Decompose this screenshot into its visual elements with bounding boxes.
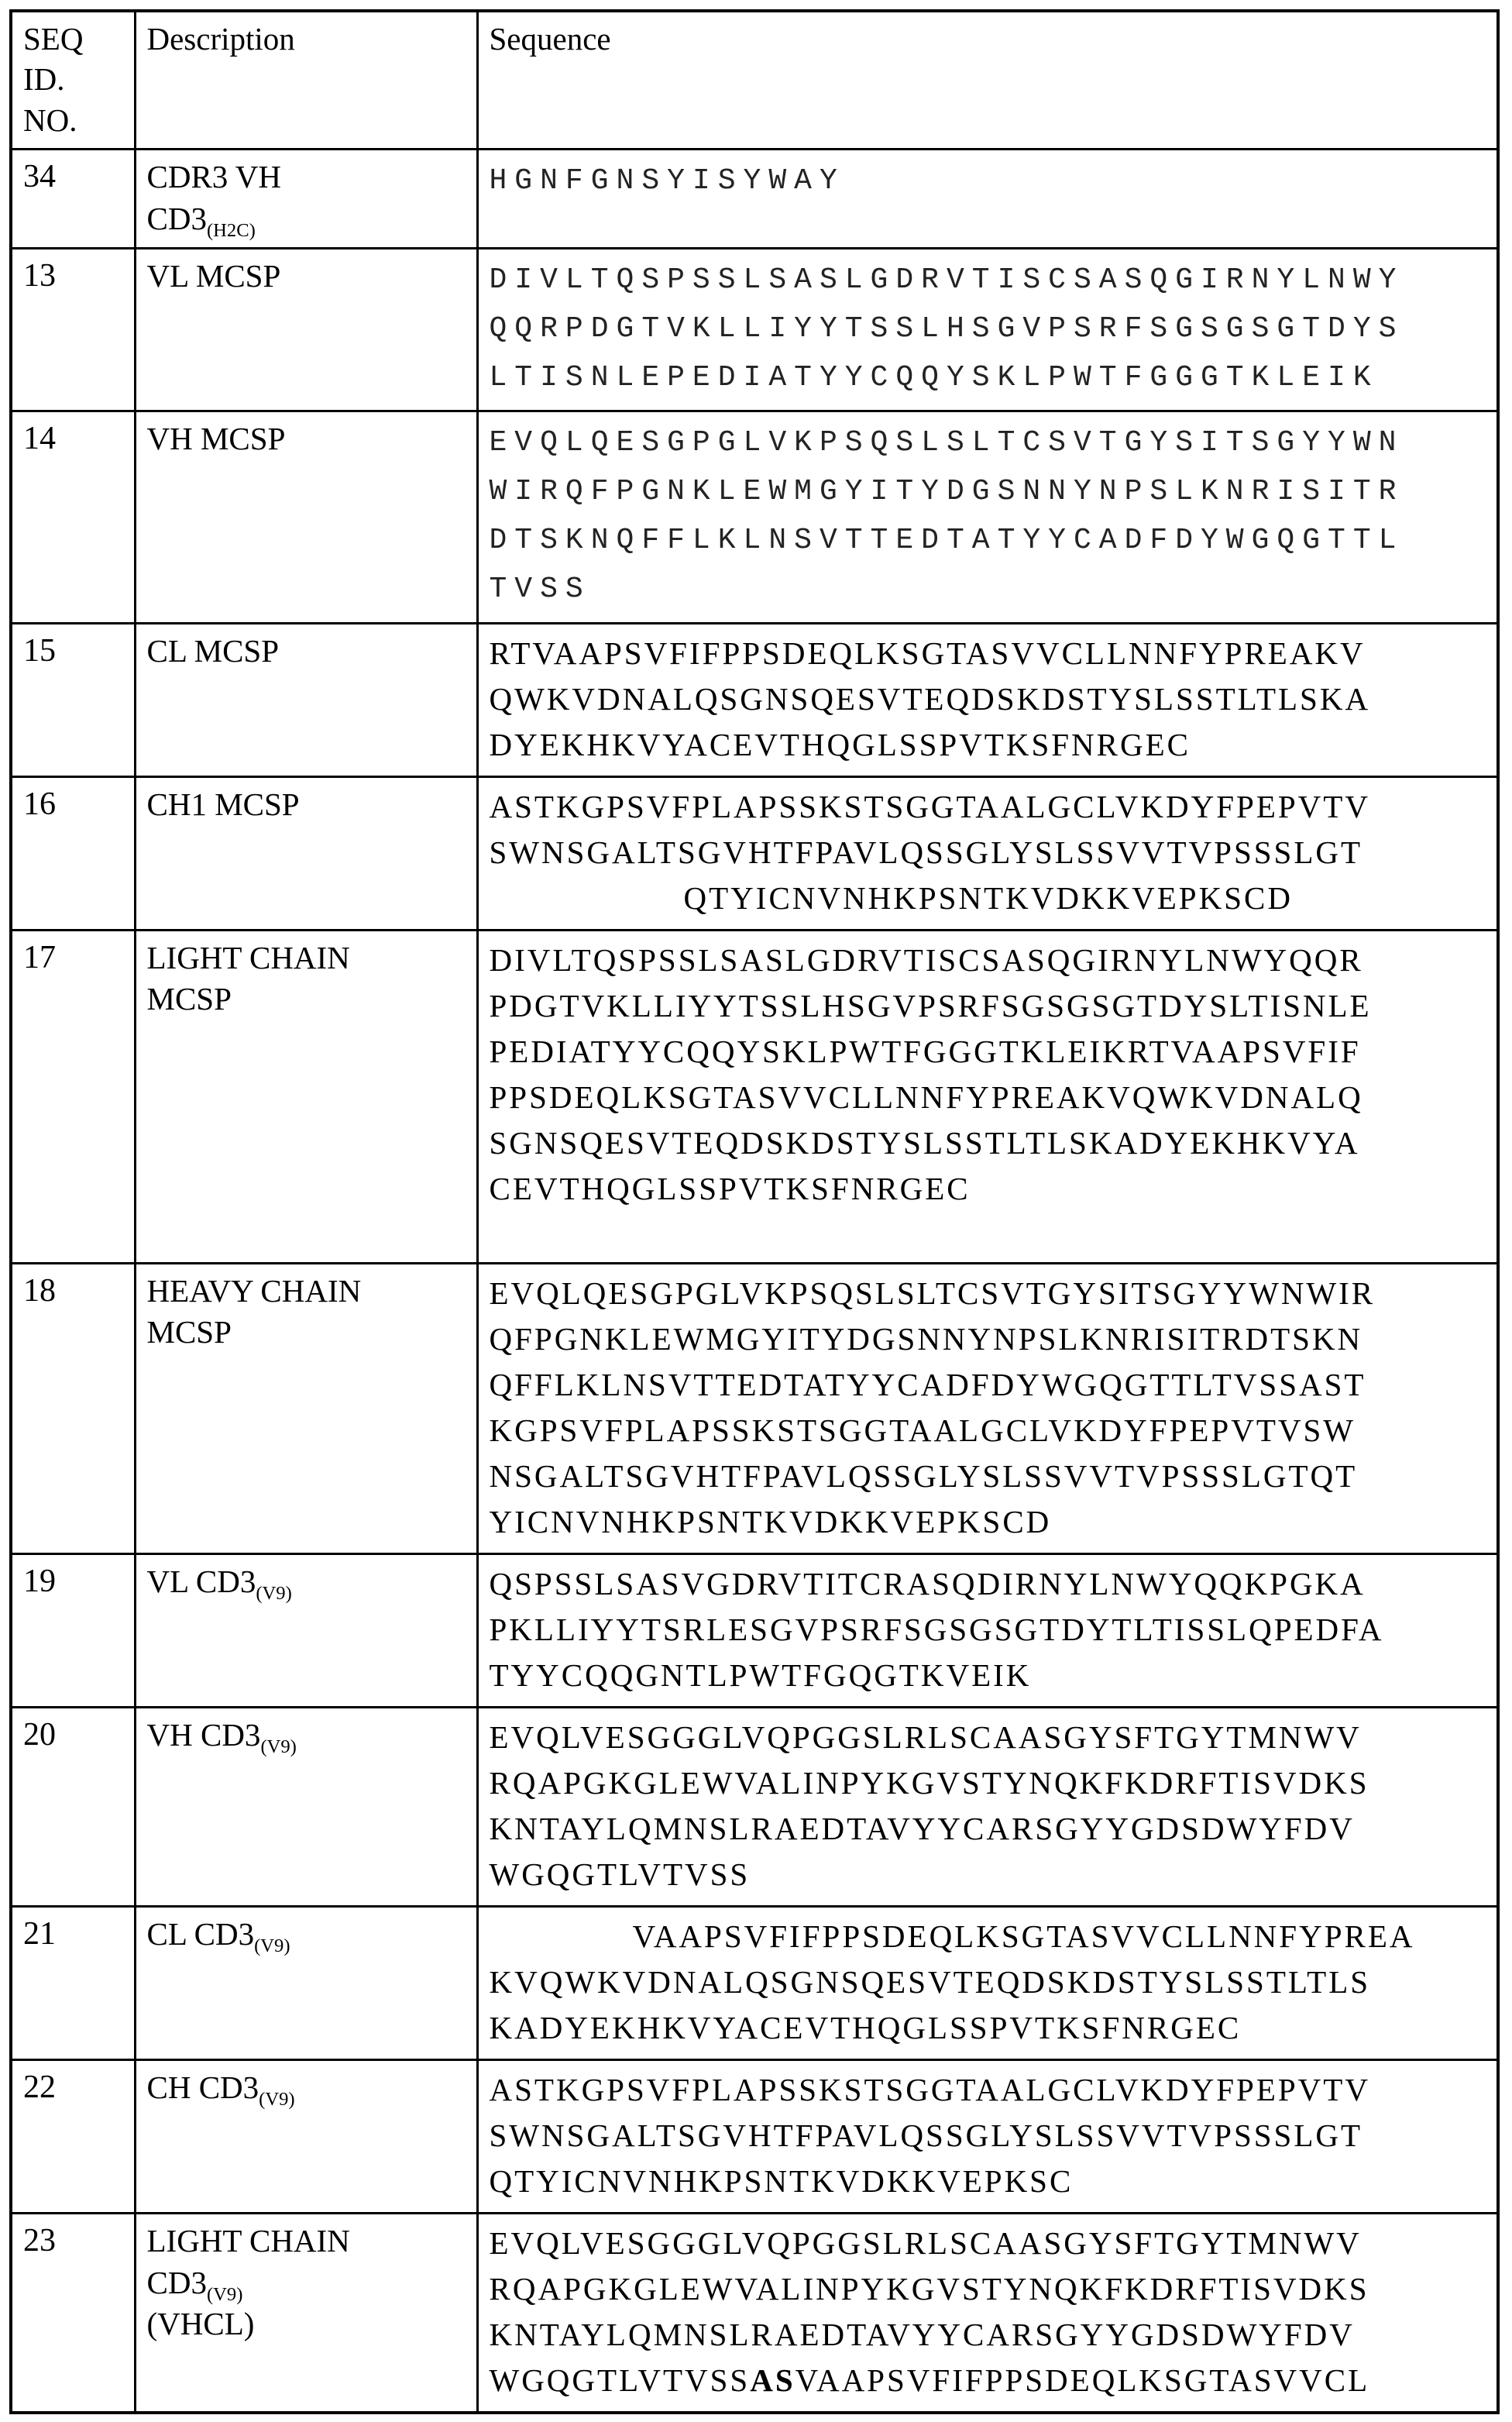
seq-id-cell: 23 (11, 2214, 135, 2413)
header-seq-id (11, 11, 135, 150)
sequence-cell (477, 2214, 1498, 2413)
sequence-line: DIVLTQSPSSLSASLGDRVTISCSASQGIRNYLNWY (489, 263, 1404, 297)
sequence-line: EVQLQESGPGLVKPSQSLSLTCSVTGYSITSGYYWN (489, 426, 1404, 460)
seq-id-cell: 13 (11, 249, 135, 411)
sequence-cell (477, 2060, 1498, 2214)
description-cell (135, 1263, 477, 1553)
header-row (11, 11, 1498, 150)
sequence-line: NSGALTSGVHTFPAVLQSSGLYSLSSVVTVPSSSLGTQT (489, 1457, 1358, 1494)
sequence-line: WGQGTLVTVSSASVAAPSVFIFPPSDEQLKSGTASVVCL (489, 2362, 1370, 2399)
sequence-cell (477, 1553, 1498, 1707)
seq-id-cell: 22 (11, 2060, 135, 2214)
sequence-line: VAAPSVFIFPPSDEQLKSGTASVVCLLNNFYPREA (632, 1918, 1415, 1955)
seq-id-cell: 20 (11, 1708, 135, 1907)
sequence-line: QWKVDNALQSGNSQESVTEQDSKDSTYSLSSTLTLSKA (489, 680, 1371, 717)
description-line: CL $CD3_{(V9)}$ (146, 1916, 290, 1957)
sequence-line: EVQLQESGPGLVKPSQSLSLTCSVTGYSITSGYYWNWIR (489, 1275, 1376, 1311)
sequence-line: SGNSQESVTEQDSKDSTYSLSSTLTLSKADYEKHKVYA (489, 1124, 1360, 1161)
table-row (11, 2214, 1498, 2413)
seq-id-cell: 14 (11, 411, 135, 623)
description-line: VH $CD3_{(V9)}$ (146, 1717, 297, 1758)
header-seq-id-line3: NO. (23, 101, 77, 138)
header-sequence: Sequence (477, 11, 1498, 150)
description-line: $CD3_{(H2C)}$ (146, 200, 256, 241)
description-cell (135, 623, 477, 776)
sequence-line: SWNSGALTSGVHTFPAVLQSSGLYSLSSVVTVPSSSLGT (489, 834, 1363, 870)
table-row (11, 930, 1498, 1263)
description-cell (135, 411, 477, 623)
sequence-line: KADYEKHKVYACEVTHQGLSSPVTKSFNRGEC (489, 2010, 1242, 2046)
sequence-line: KNTAYLQMNSLRAEDTAVYYCARSGYYGDSDWYFDV (489, 2317, 1355, 2353)
sequence-table-header (11, 11, 1498, 150)
sequence-line: QFFLKLNSVTTEDTATYYCADFDYWGQGTTLTVSSAST (489, 1366, 1366, 1402)
description-line: CDR3 VH (146, 159, 282, 195)
sequence-cell (477, 776, 1498, 930)
header-seq-id-line2: ID. (23, 61, 65, 98)
sequence-table-body (11, 150, 1498, 2413)
sequence-line: DIVLTQSPSSLSASLGDRVTISCSASQGIRNYLNWYQQR (489, 941, 1363, 978)
description-cell (135, 776, 477, 930)
sequence-cell (477, 930, 1498, 1263)
sequence-line: QTYICNVNHKPSNTKVDKKVEPKSC (489, 2163, 1074, 2200)
table-row (11, 150, 1498, 249)
seq-id-cell: 18 (11, 1263, 135, 1553)
description-line: CH $CD3_{(V9)}$ (146, 2069, 295, 2111)
sequence-cell (477, 1263, 1498, 1553)
sequence-line: PDGTVKLLIYYTSSLHSGVPSRFSGSGSGTDYSLTISNLE (489, 987, 1372, 1024)
table-row (11, 249, 1498, 411)
sequence-line: RTVAAPSVFIFPPSDEQLKSGTASVVCLLNNFYPREAKV (489, 635, 1366, 671)
table-row (11, 1553, 1498, 1707)
sequence-line: PEDIATYYCQQYSKLPWTFGGGTKLEIKRTVAAPSVFIF (489, 1033, 1361, 1069)
description-line: VH MCSP (146, 421, 286, 457)
sequence-line: LTISNLEPEDIATYYCQQYSKLPWTFGGGTKLEIK (489, 361, 1379, 395)
sequence-line: EVQLVESGGGLVQPGGSLRLSCAASGYSFTGYTMNWV (489, 1719, 1362, 1756)
description-line: LIGHT CHAIN (146, 2223, 350, 2259)
sequence-table (9, 9, 1500, 2414)
description-cell (135, 1553, 477, 1707)
description-cell (135, 1708, 477, 1907)
description-line: MCSP (146, 1314, 232, 1350)
seq-id-cell: 16 (11, 776, 135, 930)
description-cell (135, 249, 477, 411)
header-description: Description (135, 11, 477, 150)
seq-id-cell: 34 (11, 150, 135, 249)
description-line: VL $CD3_{(V9)}$ (146, 1563, 292, 1605)
seq-id-cell: 19 (11, 1553, 135, 1707)
sequence-line: DYEKHKVYACEVTHQGLSSPVTKSFNRGEC (489, 726, 1191, 762)
sequence-line: RQAPGKGLEWVALINPYKGVSTYNQKFKDRFTISVDKS (489, 1765, 1369, 1801)
sequence-line: WIRQFPGNKLEWMGYITYDGSNNYNPSLKNRISITR (489, 475, 1404, 509)
description-cell (135, 1907, 477, 2060)
description-line: CL MCSP (146, 632, 280, 669)
sequence-cell (477, 249, 1498, 411)
description-line: VL MCSP (146, 258, 281, 294)
description-line: (VHCL) (146, 2305, 255, 2341)
sequence-line: TVSS (489, 573, 591, 607)
sequence-cell (477, 411, 1498, 623)
table-row (11, 411, 1498, 623)
description-line: HEAVY CHAIN (146, 1272, 362, 1309)
description-cell (135, 150, 477, 249)
sequence-line: QFPGNKLEWMGYITYDGSNNYNPSLKNRISITRDTSKN (489, 1320, 1363, 1357)
sequence-line: CEVTHQGLSSPVTKSFNRGEC (489, 1170, 971, 1206)
table-row (11, 623, 1498, 776)
sequence-line: TYYCQQGNTLPWTFGQGTKVEIK (489, 1657, 1032, 1693)
description-cell (135, 930, 477, 1263)
table-row (11, 776, 1498, 930)
sequence-line: ASTKGPSVFPLAPSSKSTSGGTAALGCLVKDYFPEPVTV (489, 788, 1370, 824)
sequence-cell (477, 1708, 1498, 1907)
sequence-line: PKLLIYYTSRLESGVPSRFSGSGSGTDYTLTISSLQPEDFA (489, 1611, 1384, 1647)
sequence-cell (477, 1907, 1498, 2060)
table-row (11, 2060, 1498, 2214)
sequence-line: KNTAYLQMNSLRAEDTAVYYCARSGYYGDSDWYFDV (489, 1811, 1355, 1847)
sequence-line: DTSKNQFFLKLNSVTTEDTATYYCADFDYWGQGTTL (489, 524, 1404, 558)
sequence-line: ASTKGPSVFPLAPSSKSTSGGTAALGCLVKDYFPEPVTV (489, 2072, 1370, 2108)
sequence-line: PPSDEQLKSGTASVVCLLNNFYPREAKVQWKVDNALQ (489, 1079, 1363, 1115)
description-line: $CD3_{(V9)}$ (146, 2264, 243, 2305)
sequence-line: QQRPDGTVKLLIYYTSSLHSGVPSRFSGSGSGTDYS (489, 312, 1404, 346)
sequence-line: QSPSSLSASVGDRVTITCRASQDIRNYLNWYQQKPGKA (489, 1565, 1366, 1601)
description-line: MCSP (146, 981, 232, 1017)
description-cell (135, 2214, 477, 2413)
description-line: LIGHT CHAIN (146, 939, 350, 975)
seq-id-cell: 15 (11, 623, 135, 776)
sequence-cell (477, 623, 1498, 776)
sequence-line: YICNVNHKPSNTKVDKKVEPKSCD (489, 1503, 1052, 1540)
sequence-line: RQAPGKGLEWVALINPYKGVSTYNQKFKDRFTISVDKS (489, 2271, 1369, 2307)
seq-id-cell: 21 (11, 1907, 135, 2060)
header-seq-id-line1: SEQ (23, 21, 84, 57)
sequence-cell (477, 150, 1498, 249)
seq-id-cell: 17 (11, 930, 135, 1263)
sequence-line: HGNFGNSYISYWAY (489, 164, 845, 198)
sequence-line: SWNSGALTSGVHTFPAVLQSSGLYSLSSVVTVPSSSLGT (489, 2118, 1363, 2154)
sequence-line: EVQLVESGGGLVQPGGSLRLSCAASGYSFTGYTMNWV (489, 2225, 1362, 2262)
table-row (11, 1907, 1498, 2060)
description-cell (135, 2060, 477, 2214)
table-row (11, 1263, 1498, 1553)
sequence-line: QTYICNVNHKPSNTKVDKKVEPKSCD (683, 879, 1293, 916)
sequence-line: KVQWKVDNALQSGNSQESVTEQDSKDSTYSLSSTLTLS (489, 1964, 1371, 2001)
sequence-line: WGQGTLVTVSS (489, 1856, 751, 1893)
description-line: CH1 MCSP (146, 786, 300, 822)
sequence-line: KGPSVFPLAPSSKSTSGGTAALGCLVKDYFPEPVTVSW (489, 1412, 1356, 1448)
table-row (11, 1708, 1498, 1907)
